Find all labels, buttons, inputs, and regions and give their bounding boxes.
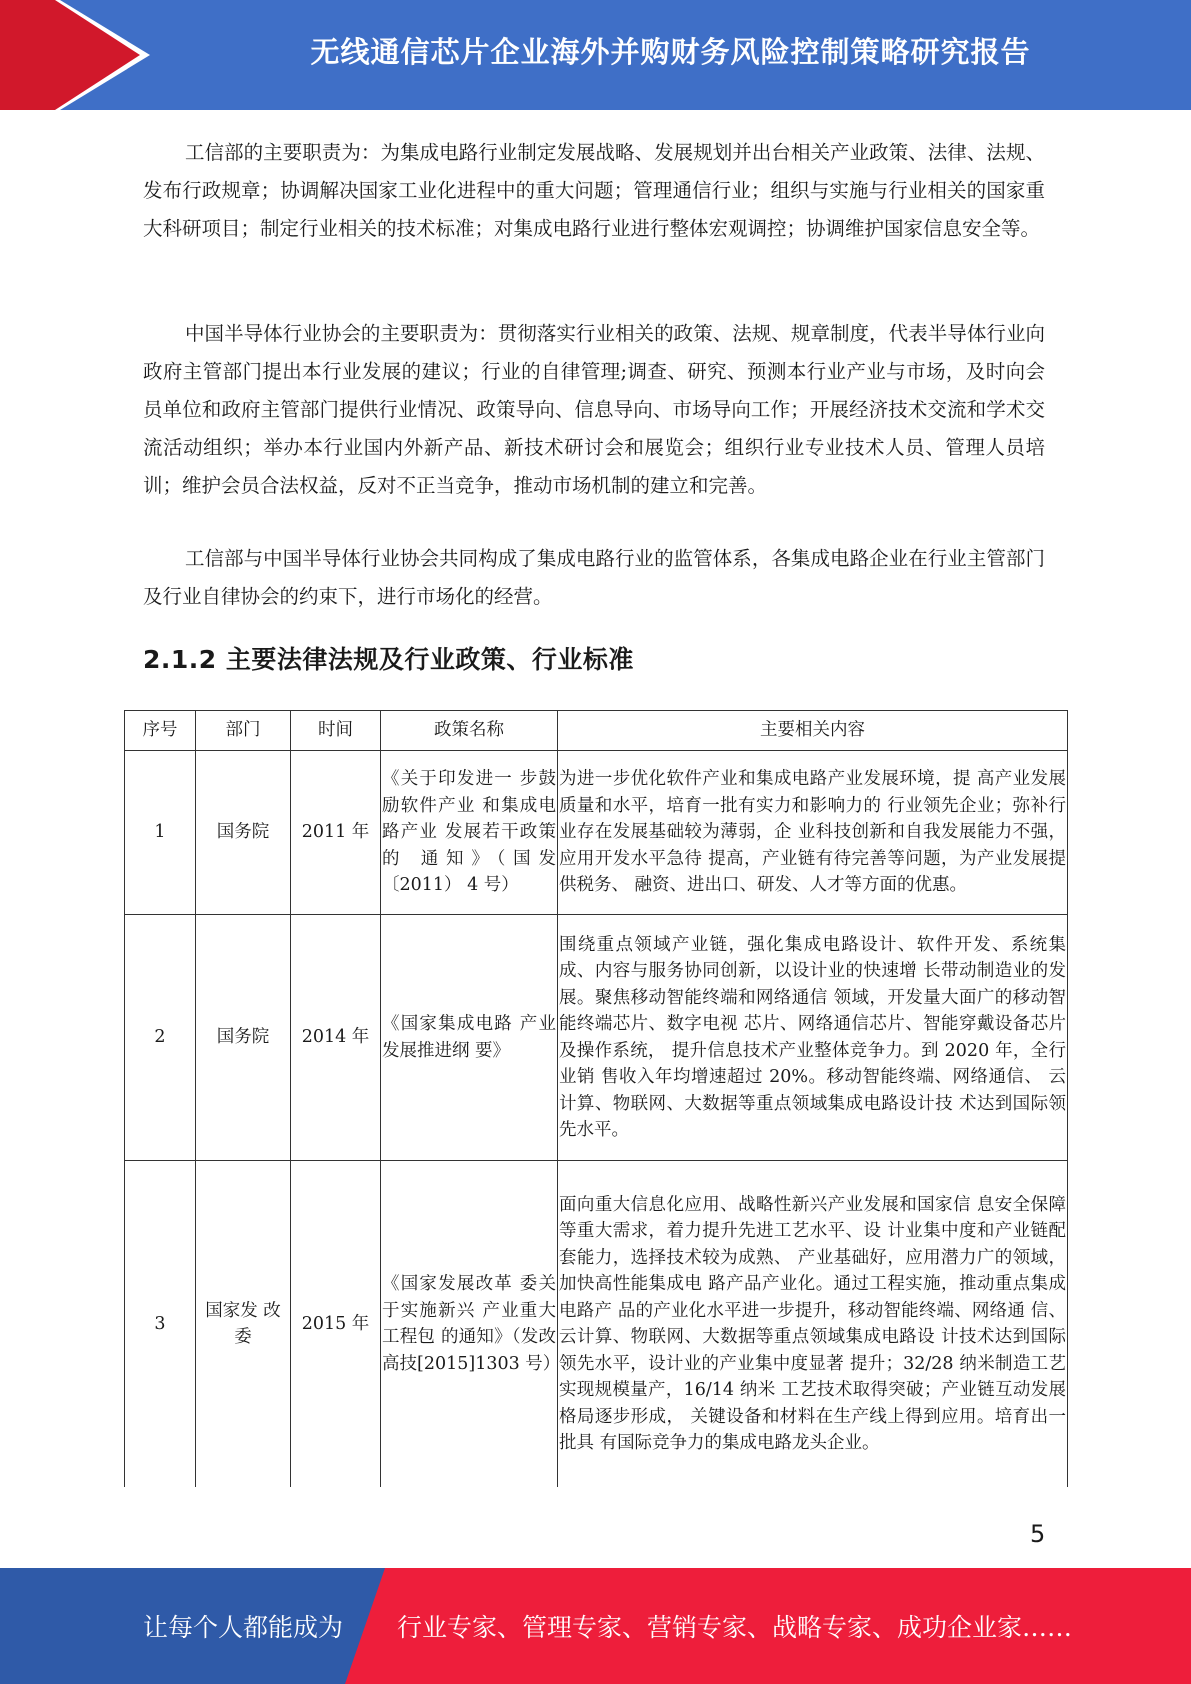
cell-policy: 《关于印发进一 步鼓励软件产业 和集成电路产业 发展若干政策的 通知》（国发〔2011） 4 号） [381, 751, 558, 915]
cell-content: 面向重大信息化应用、战略性新兴产业发展和国家信 息安全保障等重大需求，着力提升先进工艺水平、设 计业集中度和产业链配套能力，选择技术较为成熟、 产业基础好，应用潜力广的领域，加快高性能集成电 路产品产业化。通过工程实施，推动重点集成电路产 品的产业化水平进一步提升，移动智能终端、网络通 信、云计算、物联网、大数据等重点领域集成电路设 计技术达到国际领先水平，设计业的产业集中度显著 提升；32/28 纳米制造工艺实现规模量产，16/14 纳米 工艺技术取得突破；产业链互动发展格局逐步形成， 关键设备和材料在生产线上得到应用。培育出一批具 有国际竞争力的集成电路龙头企业。 [558, 1161, 1068, 1488]
header-red-arrow-shape [0, 0, 160, 110]
column-header-dept: 部门 [196, 711, 291, 751]
cell-no: 3 [125, 1161, 196, 1488]
cell-time: 2011 年 [291, 751, 381, 915]
cell-policy: 《国家集成电路 产业发展推进纲 要》 [381, 915, 558, 1161]
page-header [0, 0, 1191, 110]
page-number: 5 [1030, 1520, 1046, 1548]
policy-table [124, 710, 1068, 1487]
cell-time: 2015 年 [291, 1161, 381, 1488]
table-row [125, 915, 1068, 1161]
paragraph-csia-duties: 中国半导体行业协会的主要职责为：贯彻落实行业相关的政策、法规、规章制度，代表半导体行业向政府主管部门提出本行业发展的建议；行业的自律管理;调查、研究、预测本行业产业与市场，及时向会员单位和政府主管部门提供行业情况、政策导向、信息导向、市场导向工作；开展经济技术交流和学术交流活动组织；举办本行业国内外新产品、新技术研讨会和展览会；组织行业专业技术人员、管理人员培训；维护会员合法权益，反对不正当竞争，推动市场机制的建立和完善。 [143, 322, 1045, 497]
paragraph-miit-duties: 工信部的主要职责为：为集成电路行业制定发展战略、发展规划并出台相关产业政策、法律、法规、发布行政规章；协调解决国家工业化进程中的重大问题；管理通信行业；组织与实施与行业相关的国家重大科研项目；制定行业相关的技术标准；对集成电路行业进行整体宏观调控；协调维护国家信息安全等。 [143, 141, 1045, 240]
column-header-no: 序号 [125, 711, 196, 751]
section-heading: 2.1.2 主要法律法规及行业政策、行业标准 [143, 645, 634, 674]
page-footer [0, 1568, 1191, 1684]
cell-content: 为进一步优化软件产业和集成电路产业发展环境，提 高产业发展质量和水平，培育一批有实力和影响力的 行业领先企业；弥补行业存在发展基础较为薄弱，企 业科技创新和自我发展能力不强，应用开发水平急待 提高，产业链有待完善等问题，为产业发展提供税务、 融资、进出口、研发、人才等方面的优惠。 [558, 751, 1068, 915]
column-header-content: 主要相关内容 [558, 711, 1068, 751]
table-header-row [125, 711, 1068, 751]
report-title: 无线通信芯片企业海外并购财务风险控制策略研究报告 [310, 34, 1031, 69]
table-row [125, 751, 1068, 915]
cell-dept: 国家发 改委 [196, 1161, 291, 1488]
column-header-policy: 政策名称 [381, 711, 558, 751]
cell-dept: 国务院 [196, 751, 291, 915]
paragraph-regulatory-system: 工信部与中国半导体行业协会共同构成了集成电路行业的监管体系，各集成电路企业在行业主管部门及行业自律协会的约束下，进行市场化的经营。 [143, 547, 1045, 608]
footer-slogan-right: 行业专家、管理专家、营销专家、战略专家、成功企业家…… [397, 1613, 1073, 1642]
table-row [125, 1161, 1068, 1488]
cell-no: 1 [125, 751, 196, 915]
cell-time: 2014 年 [291, 915, 381, 1161]
cell-policy: 《国家发展改革 委关于实施新兴 产业重大工程包 的通知》（发改 高技[2015]1303 号） [381, 1161, 558, 1488]
cell-dept: 国务院 [196, 915, 291, 1161]
cell-content: 围绕重点领域产业链，强化集成电路设计、软件开发、系统集成、内容与服务协同创新，以设计业的快速增 长带动制造业的发展。聚焦移动智能终端和网络通信 领域，开发量大面广的移动智能终端芯片、数字电视 芯片、网络通信芯片、智能穿戴设备芯片及操作系统， 提升信息技术产业整体竞争力。到 2020 年，全行业销 售收入年均增速超过 20%。移动智能终端、网络通信、 云计算、物联网、大数据等重点领域集成电路设计技 术达到国际领先水平。 [558, 915, 1068, 1161]
cell-no: 2 [125, 915, 196, 1161]
column-header-time: 时间 [291, 711, 381, 751]
footer-slogan-left: 让每个人都能成为 [143, 1613, 344, 1642]
